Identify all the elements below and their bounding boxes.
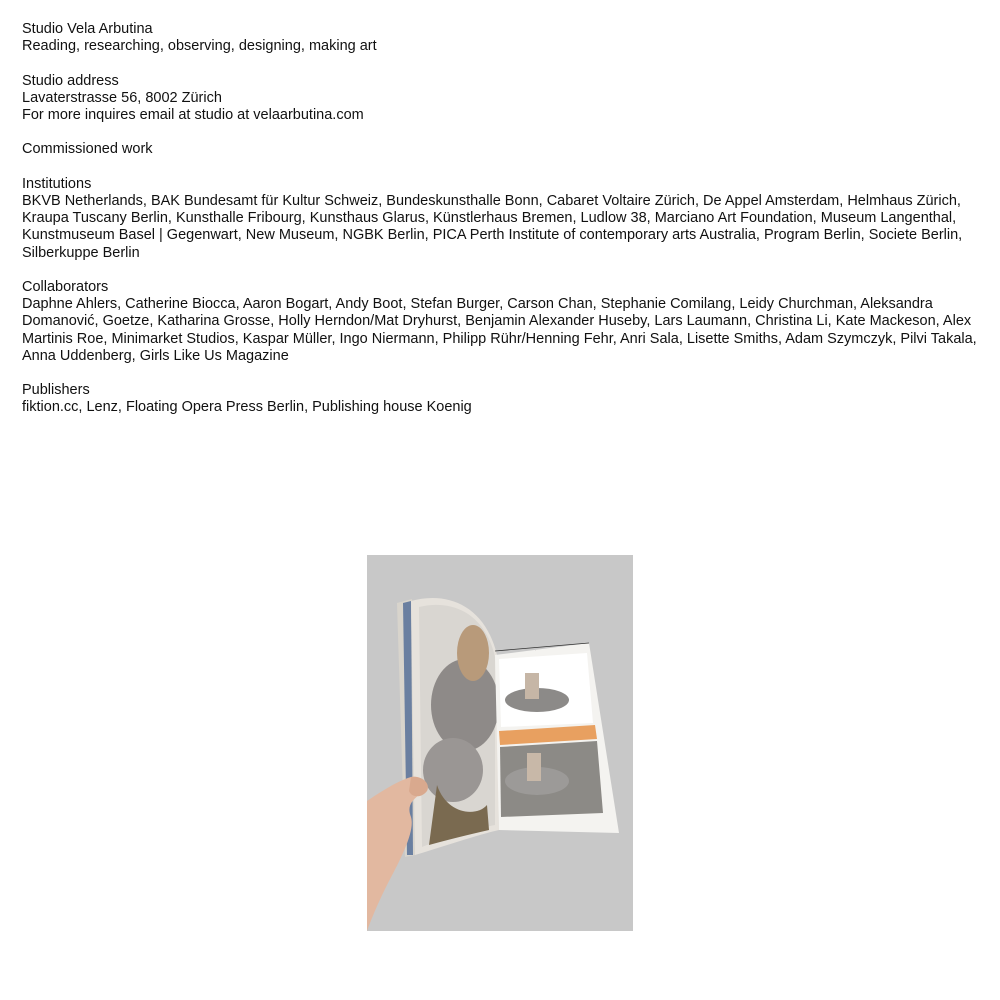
- institutions-heading: Institutions: [22, 175, 92, 192]
- address-street: Lavaterstrasse 56, 8002 Zürich: [22, 89, 222, 106]
- collaborators-list: Daphne Ahlers, Catherine Biocca, Aaron Bogart, Andy Boot, Stefan Burger, Carson Chan, Stephanie Comilang, Leidy Churchman, Aleksandra Domanović, Goetze, Katharina Grosse, Holly Herndon/Mat Dryhurst, Benjamin Alexander Huseby, Lars Laumann, Christina Li, Kate Mackeson, Alex Martinis Roe, Minimarket Studios, Kaspar Müller, Ingo Niermann, Philipp Rühr/Henning Fehr, Anri Sala, Lisette Smiths, Adam Szymczyk, Pilvi Takala, Anna Uddenberg, Girls Like Us Magazine: [22, 296, 977, 364]
- project-photo[interactable]: [367, 555, 633, 931]
- book-photo-illustration: [367, 555, 633, 931]
- address-heading: Studio address: [22, 72, 119, 89]
- commissioned-heading: Commissioned work: [22, 141, 153, 158]
- studio-info: [22, 21, 984, 417]
- collaborators-heading: Collaborators: [22, 278, 109, 295]
- studio-name: Studio Vela Arbutina: [22, 21, 153, 37]
- address-inquiries: For more inquires email at studio at velaarbutina.com: [22, 107, 364, 123]
- svg-text:·: ·: [535, 648, 536, 652]
- publishers-list: fiktion.cc, Lenz, Floating Opera Press Berlin, Publishing house Koenig: [22, 399, 472, 416]
- publishers-heading: Publishers: [22, 382, 90, 399]
- studio-tagline: Reading, researching, observing, designing, making art: [22, 38, 377, 55]
- institutions-list: BKVB Netherlands, BAK Bundesamt für Kultur Schweiz, Bundeskunsthalle Bonn, Cabaret Voltaire Zürich, De Appel Amsterdam, Helmhaus Zürich, Kraupa Tuscany Berlin, Kunsthalle Fribourg, Kunsthaus Glarus, Künstlerhaus Bremen, Ludlow 38, Marciano Art Foundation, Museum Langenthal, Kunstmuseum Basel | Gegenwart, New Museum, NGBK Berlin, PICA Perth Institute of contemporary arts Australia, Program Berlin, Societe Berlin, Silberkuppe Berlin: [22, 192, 963, 261]
